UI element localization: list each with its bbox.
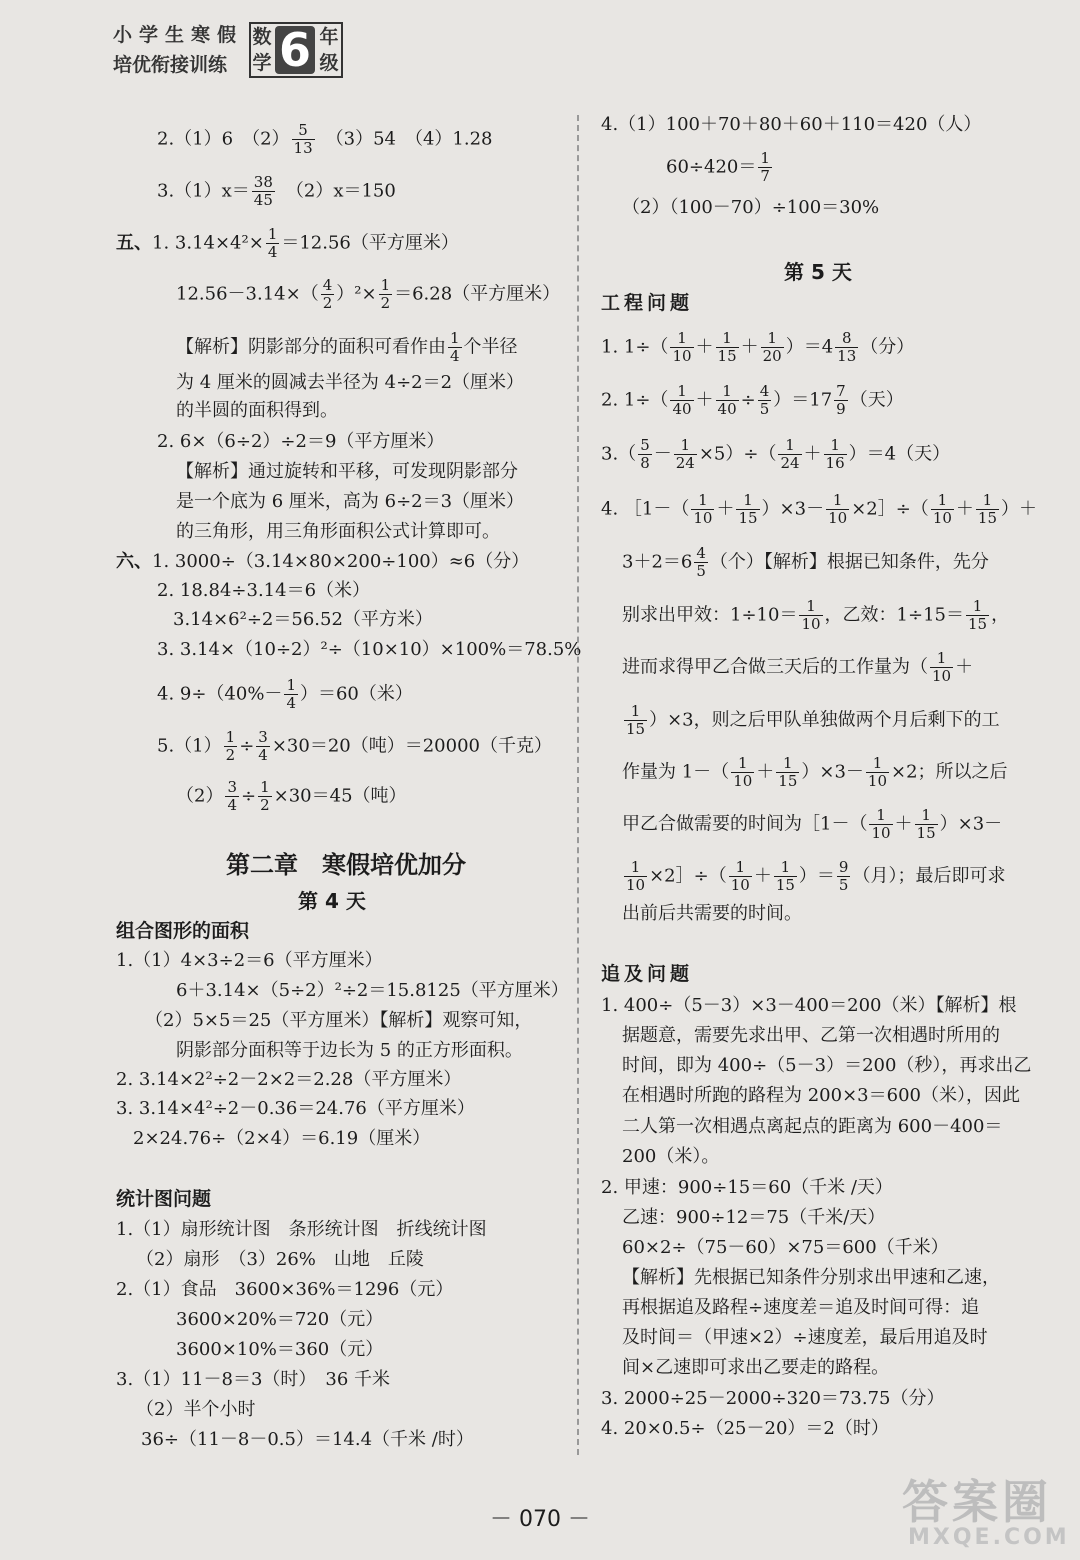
answer-line: [157, 729, 552, 764]
answer-line: 4.（1）100＋70＋80＋60＋110＝420（人）: [601, 114, 982, 135]
answer-line: 再根据追及路程÷速度差＝追及时间可得：追: [622, 1297, 980, 1318]
denominator: 5: [696, 562, 706, 580]
text: 60÷420＝: [666, 156, 757, 178]
text: ＝12.56（平方厘米）: [281, 232, 459, 254]
numerator: 9: [838, 858, 849, 876]
fraction: [292, 122, 315, 157]
numerator: 1: [677, 329, 687, 347]
text: ＋: [955, 656, 974, 678]
watermark-text: 答案圈: [902, 1475, 1052, 1529]
text: ＋: [756, 761, 775, 783]
numerator: 1: [630, 702, 641, 720]
fraction: [716, 330, 739, 365]
fraction: [638, 437, 652, 472]
denominator: 4: [227, 796, 237, 814]
text: 5.（1）: [157, 735, 222, 757]
denominator: 15: [626, 720, 646, 738]
text: ×30＝45（吨）: [273, 785, 407, 807]
text: 4. ［1－（: [601, 498, 690, 520]
denominator: 4: [286, 694, 296, 712]
book-title: [113, 22, 243, 78]
fraction: [670, 383, 693, 418]
denominator: 24: [675, 454, 695, 472]
numerator: 1: [785, 436, 795, 454]
text: ×2；所以之后: [891, 761, 1008, 783]
text: （个）【解析】根据已知条件，先分: [709, 551, 989, 573]
denominator: 15: [775, 876, 795, 894]
numerator: 1: [677, 382, 687, 400]
denominator: 2: [225, 746, 236, 764]
answer-line: （2）（100－70）÷100＝30%: [622, 197, 880, 218]
text: ÷: [241, 785, 257, 807]
text: ×5）÷（: [698, 443, 777, 465]
fraction: [826, 492, 849, 527]
fraction: [758, 150, 772, 185]
fraction: [915, 807, 938, 842]
answer-line: 3600×20%＝720（元）: [176, 1309, 384, 1330]
fraction: [966, 598, 989, 633]
numerator: 4: [696, 544, 706, 562]
denominator: 7: [760, 167, 770, 185]
answer-line: [622, 755, 1008, 790]
numerator: 1: [380, 276, 391, 294]
numerator: 1: [722, 382, 732, 400]
answer-line: 3. 2000÷25－2000÷320＝73.75（分）: [601, 1388, 945, 1409]
numerator: 4: [322, 276, 333, 294]
denominator: 15: [738, 509, 758, 527]
subject-char-1: 数: [252, 26, 272, 48]
answer-line: [622, 545, 989, 580]
numerator: 38: [253, 173, 273, 191]
page-number: － 070 －: [490, 1507, 590, 1532]
fraction: [799, 598, 822, 633]
answer-line: 的三角形，用三角形面积公式计算即可。: [176, 521, 500, 542]
numerator: 1: [743, 491, 753, 509]
answer-line: [116, 551, 529, 573]
fraction: [761, 330, 784, 365]
answer-line: 2. 6×（6÷2）÷2＝9（平方厘米）: [157, 431, 445, 452]
text: ×2］÷（: [649, 865, 727, 887]
text: 甲乙合做需要的时间为［1－（: [622, 813, 868, 835]
text: ）＝17: [773, 389, 833, 411]
answer-line: [116, 226, 459, 261]
numerator: 1: [876, 806, 886, 824]
text: ）＝4（天）: [848, 443, 951, 465]
numerator: 1: [936, 649, 947, 667]
answer-line: 6＋3.14×（5÷2）²÷2＝15.8125（平方厘米）: [176, 980, 569, 1001]
answer-line: 2.（1）食品 3600×36%＝1296（元）: [116, 1279, 454, 1300]
numerator: 1: [267, 225, 278, 243]
numerator: 1: [972, 597, 983, 615]
text: ）×3，则之后甲队单独做两个月后剩下的工: [649, 709, 1000, 731]
section-title: 追及问题: [601, 963, 694, 985]
numerator: 4: [759, 382, 770, 400]
numerator: 1: [225, 728, 236, 746]
fraction: [758, 383, 772, 418]
denominator: 4: [267, 243, 278, 261]
fraction: [624, 859, 647, 894]
text: （2）x＝150: [276, 180, 396, 202]
answer-line: 3.（1）11－8＝3（时） 36 千米: [116, 1369, 391, 1390]
text: ，乙效：1÷15＝: [824, 604, 964, 626]
text: 作量为 1－（: [622, 761, 730, 783]
numerator: 1: [735, 858, 746, 876]
answer-line: [157, 677, 413, 712]
fraction: [694, 545, 708, 580]
fraction: [284, 677, 298, 712]
answer-line: 是一个底为 6 厘米，高为 6÷2＝3（厘米）: [176, 491, 525, 512]
answer-line: [176, 277, 560, 312]
denominator: 13: [837, 347, 857, 365]
text: （天）: [849, 389, 904, 411]
answer-line: [176, 779, 407, 814]
numerator: 1: [830, 436, 840, 454]
fraction: [321, 277, 335, 312]
text: ＋: [753, 865, 772, 887]
subject-label: [251, 24, 273, 76]
answer-line: 为 4 厘米的圆减去半径为 4÷2＝2（厘米）: [176, 372, 525, 393]
answer-line: 【解析】先根据已知条件分别求出甲速和乙速，: [622, 1267, 1000, 1288]
answer-line: 在相遇时所跑的路程为 200×3＝600（米），因此: [622, 1085, 1020, 1106]
denominator: 4: [450, 347, 460, 365]
fraction: [931, 492, 954, 527]
numerator: 1: [722, 329, 732, 347]
text: －: [653, 443, 672, 465]
fraction: [834, 383, 848, 418]
numerator: 1: [698, 491, 708, 509]
book-title-line2: 培优衔接训练: [113, 54, 228, 76]
text: ＋: [803, 443, 822, 465]
text: ＋: [955, 498, 974, 520]
fraction: [774, 859, 797, 894]
section-number: 六、: [116, 551, 152, 572]
answer-line: 200（米）。: [622, 1146, 720, 1167]
numerator: 1: [630, 858, 641, 876]
section-number: 五、: [116, 232, 152, 254]
text: 3.（: [601, 443, 637, 465]
fraction: [225, 779, 239, 814]
text: 别求出甲效：1÷10＝: [622, 604, 798, 626]
chapter-title: 第二章 寒假培优加分: [226, 851, 466, 879]
text: ＋: [695, 389, 714, 411]
grade-label: [317, 24, 341, 76]
numerator: 3: [227, 778, 237, 796]
text: 1. 1÷（: [601, 336, 669, 358]
denominator: 2: [380, 294, 391, 312]
answer-line: 二人第一次相遇点离起点的距离为 600－400＝: [622, 1116, 1003, 1137]
answer-line: 60×2÷（75－60）×75＝600（千米）: [622, 1237, 949, 1258]
denominator: 10: [801, 615, 821, 633]
text: （2）: [176, 785, 224, 807]
text: ＋: [740, 336, 759, 358]
fraction: [266, 226, 280, 261]
answer-line: [622, 807, 1002, 842]
text: （分）: [860, 336, 915, 358]
fraction: [691, 492, 714, 527]
fraction: [256, 729, 270, 764]
fraction: [670, 330, 693, 365]
denominator: 10: [932, 509, 952, 527]
denominator: 16: [825, 454, 845, 472]
text: ，: [991, 604, 1010, 626]
book-header: [113, 22, 343, 78]
answer-line: 间×乙速即可求出乙要走的路程。: [622, 1357, 890, 1378]
answer-line: 【解析】通过旋转和平移，可发现阴影部分: [176, 461, 518, 482]
answer-line: [622, 703, 1000, 738]
numerator: 8: [841, 329, 852, 347]
numerator: 1: [680, 436, 691, 454]
answer-line: 2. 甲速：900÷15＝60（千米 /天）: [601, 1177, 893, 1198]
answer-line: [157, 174, 396, 209]
text: （3）54 （4）1.28: [316, 128, 493, 150]
answer-line: 2×24.76÷（2×4）＝6.19（厘米）: [133, 1128, 431, 1149]
numerator: 1: [780, 858, 791, 876]
denominator: 15: [778, 772, 798, 790]
denominator: 24: [780, 454, 800, 472]
text: ÷: [740, 389, 756, 411]
numerator: 1: [806, 597, 816, 615]
text: ＋: [695, 336, 714, 358]
text: 1. 3.14×4²×: [152, 232, 264, 254]
fraction: [835, 330, 858, 365]
text: ）＋: [1001, 498, 1037, 520]
fraction: [976, 492, 999, 527]
denominator: 20: [762, 347, 782, 365]
text: 进而求得甲乙合做三天后的工作量为（: [622, 656, 928, 678]
denominator: 9: [836, 400, 846, 418]
text: 1. 3000÷（3.14×80×200÷100）≈6（分）: [152, 551, 530, 572]
fraction: [776, 755, 799, 790]
answer-line: [666, 150, 774, 185]
denominator: 15: [977, 509, 997, 527]
answer-line: 3600×10%＝360（元）: [176, 1339, 384, 1360]
fraction: [778, 437, 801, 472]
denominator: 45: [253, 191, 273, 209]
text: ）×3－: [761, 498, 825, 520]
denominator: 10: [733, 772, 753, 790]
answer-line: 出前后共需要的时间。: [622, 903, 802, 924]
numerator: 1: [450, 329, 460, 347]
fraction: [258, 779, 272, 814]
answer-line: 据题意，需要先求出甲、乙第一次相遇时所用的: [622, 1025, 1000, 1046]
text: ）＝60（米）: [299, 683, 413, 705]
watermark-logo: [902, 1475, 1072, 1556]
text: ）×3－: [801, 761, 864, 783]
answer-line: [601, 330, 914, 365]
text: ）²×: [336, 283, 377, 305]
watermark-url: MXQE.COM: [908, 1525, 1070, 1550]
answer-line: [622, 650, 973, 685]
answer-line: 36÷（11－8－0.5）＝14.4（千米 /时）: [141, 1429, 474, 1450]
numerator: 1: [937, 491, 948, 509]
denominator: 15: [968, 615, 988, 633]
numerator: 5: [298, 121, 308, 139]
text: ＝6.28（平方厘米）: [394, 283, 561, 305]
text: 2.（1）6 （2）: [157, 128, 290, 150]
fraction: [837, 859, 851, 894]
denominator: 10: [828, 509, 848, 527]
fraction: [729, 859, 752, 894]
numerator: 5: [640, 436, 650, 454]
text: ×2］÷（: [851, 498, 929, 520]
answer-line: 4. 20×0.5÷（25－20）＝2（时）: [601, 1418, 889, 1439]
answer-line: 阴影部分面积等于边长为 5 的正方形面积。: [176, 1040, 523, 1061]
grade-char-1: 年: [319, 26, 339, 48]
answer-line: 3. 3.14×（10÷2）²÷（10×10）×100%＝78.5%: [157, 639, 582, 660]
denominator: 10: [672, 347, 692, 365]
denominator: 8: [640, 454, 650, 472]
numerator: 1: [872, 754, 883, 772]
numerator: 1: [260, 778, 270, 796]
answer-line: 时间，即为 400÷（5－3）＝200（秒），再求出乙: [622, 1055, 1032, 1076]
numerator: 1: [286, 676, 296, 694]
answer-line: [601, 383, 904, 418]
denominator: 15: [916, 824, 936, 842]
fraction: [448, 330, 462, 365]
denominator: 13: [293, 139, 313, 157]
fraction: [731, 755, 754, 790]
answer-line: [157, 122, 493, 157]
fraction: [869, 807, 892, 842]
numerator: 1: [921, 806, 931, 824]
answer-line: 1. 400÷（5－3）×3－400＝200（米）【解析】根: [601, 995, 1017, 1016]
numerator: 1: [737, 754, 748, 772]
column-divider: [577, 115, 579, 1455]
answer-line: 及时间＝（甲速×2）÷速度差，最后用追及时: [622, 1327, 988, 1348]
denominator: 10: [626, 876, 646, 894]
fraction: [379, 277, 393, 312]
section-title: 组合图形的面积: [116, 920, 250, 942]
denominator: 10: [871, 824, 891, 842]
denominator: 10: [867, 772, 888, 790]
answer-line: 3. 3.14×4²÷2－0.36＝24.76（平方厘米）: [116, 1098, 475, 1119]
fraction: [824, 437, 847, 472]
text: 2. 1÷（: [601, 389, 669, 411]
denominator: 2: [322, 294, 333, 312]
grade-number: 6: [275, 26, 315, 74]
answer-line: （2）扇形 （3）26% 山地 丘陵: [136, 1249, 424, 1270]
numerator: 1: [760, 149, 770, 167]
numerator: 1: [982, 491, 993, 509]
denominator: 2: [260, 796, 270, 814]
numerator: 1: [767, 329, 777, 347]
denominator: 5: [759, 400, 770, 418]
answer-line: 1.（1）扇形统计图 条形统计图 折线统计图: [116, 1219, 487, 1240]
denominator: 10: [932, 667, 952, 685]
fraction: [224, 729, 238, 764]
answer-line: （2）半个小时: [136, 1399, 256, 1420]
text: 3.（1）x＝: [157, 180, 250, 202]
answer-line: 乙速：900÷12＝75（千米/天）: [622, 1207, 886, 1228]
denominator: 4: [258, 746, 268, 764]
section-title: 统计图问题: [116, 1188, 212, 1210]
fraction: [624, 703, 647, 738]
subject-char-2: 学: [252, 52, 272, 74]
answer-line: [176, 330, 518, 365]
text: （月）；最后即可求: [852, 865, 1006, 887]
text: 12.56－3.14×（: [176, 283, 319, 305]
subject-grade-badge: [249, 22, 343, 78]
section-title: 工程问题: [601, 292, 694, 314]
day-title: 第 4 天: [298, 889, 366, 913]
text: ）＝4: [785, 336, 834, 358]
answer-line: 的半圆的面积得到。: [176, 400, 338, 421]
text: ×30＝20（吨）＝20000（千克）: [271, 735, 552, 757]
fraction: [252, 174, 275, 209]
fraction: [866, 755, 889, 790]
fraction: [674, 437, 697, 472]
fraction: [930, 650, 953, 685]
text: ）×3－: [939, 813, 1003, 835]
denominator: 40: [672, 400, 692, 418]
denominator: 5: [838, 876, 849, 894]
fraction: [716, 383, 739, 418]
fraction: [736, 492, 759, 527]
denominator: 40: [717, 400, 737, 418]
answer-line: [622, 859, 1005, 894]
text: 个半径: [463, 336, 518, 358]
grade-char-2: 级: [319, 52, 339, 74]
text: ＋: [894, 813, 913, 835]
denominator: 10: [693, 509, 713, 527]
day-title: 第 5 天: [784, 260, 852, 284]
answer-line: [622, 598, 1009, 633]
answer-line: [601, 492, 1037, 527]
text: 【解析】阴影部分的面积可看作由: [176, 336, 446, 358]
answer-line: 3.14×6²÷2＝56.52（平方米）: [173, 609, 433, 630]
numerator: 1: [832, 491, 843, 509]
answer-line: [601, 437, 950, 472]
numerator: 1: [783, 754, 793, 772]
numerator: 3: [258, 728, 268, 746]
answer-line: （2）5×5＝25（平方厘米）【解析】观察可知，: [145, 1010, 533, 1031]
text: 4. 9÷（40%－: [157, 683, 283, 705]
text: ）＝: [798, 865, 835, 887]
text: ÷: [239, 735, 255, 757]
text: 3＋2＝6: [622, 551, 693, 573]
answer-line: 1.（1）4×3÷2＝6（平方厘米）: [116, 950, 383, 971]
denominator: 10: [730, 876, 750, 894]
text: ＋: [716, 498, 735, 520]
denominator: 15: [717, 347, 737, 365]
answer-line: 2. 3.14×2²÷2－2×2＝2.28（平方厘米）: [116, 1069, 462, 1090]
answer-line: 2. 18.84÷3.14＝6（米）: [157, 580, 371, 601]
book-title-line1: 小学生寒假: [113, 24, 244, 46]
numerator: 7: [836, 382, 846, 400]
